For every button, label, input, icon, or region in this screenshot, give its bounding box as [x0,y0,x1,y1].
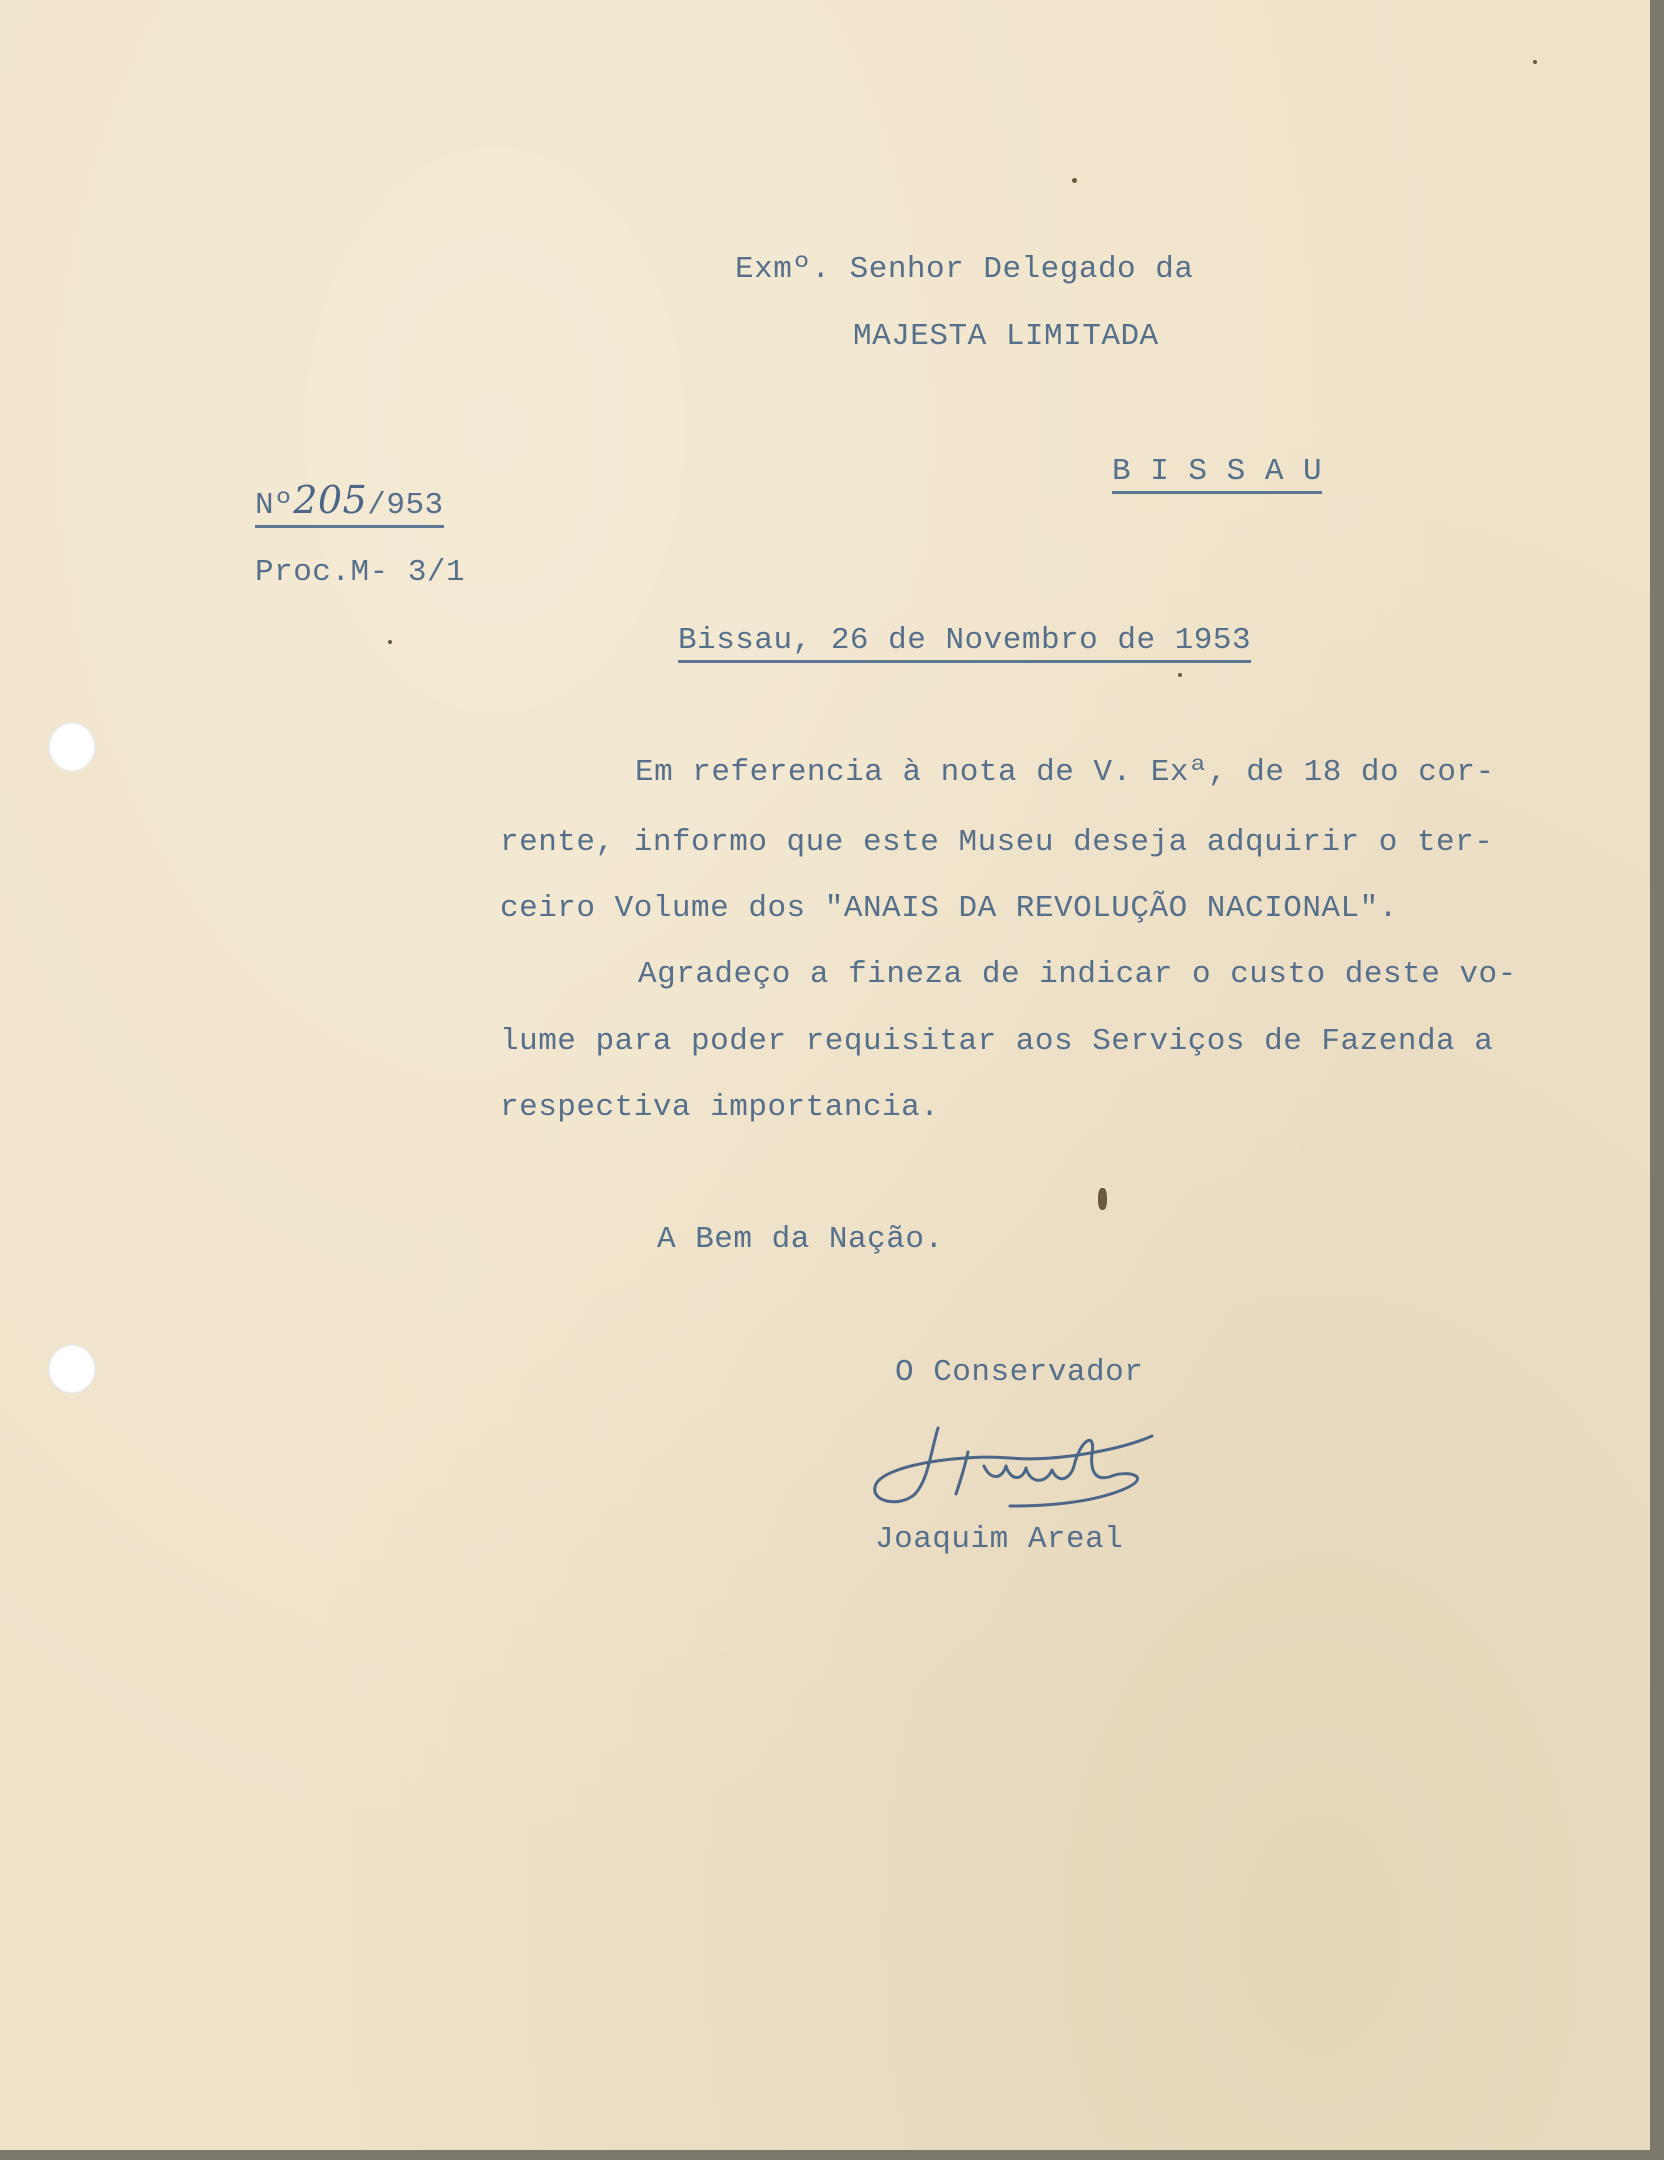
body-line-3: ceiro Volume dos "ANAIS DA REVOLUÇÃO NACIONAL". [500,891,1398,926]
signatory-name: Joaquim Areal [875,1522,1124,1557]
handwritten-number: 205 [293,478,368,522]
paper-speck [1072,178,1077,183]
signatory-title: O Conservador [895,1355,1144,1390]
punch-hole [48,722,96,772]
reference-number: Nº205/953 [255,465,444,541]
addressee-line-1: Exmº. Senhor Delegado da [735,252,1194,287]
addressee-line-2: MAJESTA LIMITADA [853,319,1159,354]
scan-edge-bottom [0,2150,1664,2160]
body-line-1: Em referencia à nota de V. Exª, de 18 do cor- [635,755,1495,790]
closing-salutation: A Bem da Nação. [657,1222,944,1257]
scan-edge-right [1650,0,1664,2160]
addressee-city: B I S S A U [1112,437,1322,507]
body-line-5: lume para poder requisitar aos Serviços de Fazenda a [500,1024,1494,1059]
body-line-6: respectiva importancia. [500,1090,940,1125]
process-reference: Proc.M- 3/1 [255,555,466,590]
body-line-4: Agradeço a fineza de indicar o custo deste vo- [638,957,1517,992]
paper-speck [1533,60,1537,64]
date-line: Bissau, 26 de Novembro de 1953 [678,606,1251,676]
paper-stain [1098,1188,1107,1210]
punch-hole [48,1344,96,1394]
body-line-2: rente, informo que este Museu deseja adquirir o ter- [500,825,1494,860]
paper-speck [388,640,392,644]
